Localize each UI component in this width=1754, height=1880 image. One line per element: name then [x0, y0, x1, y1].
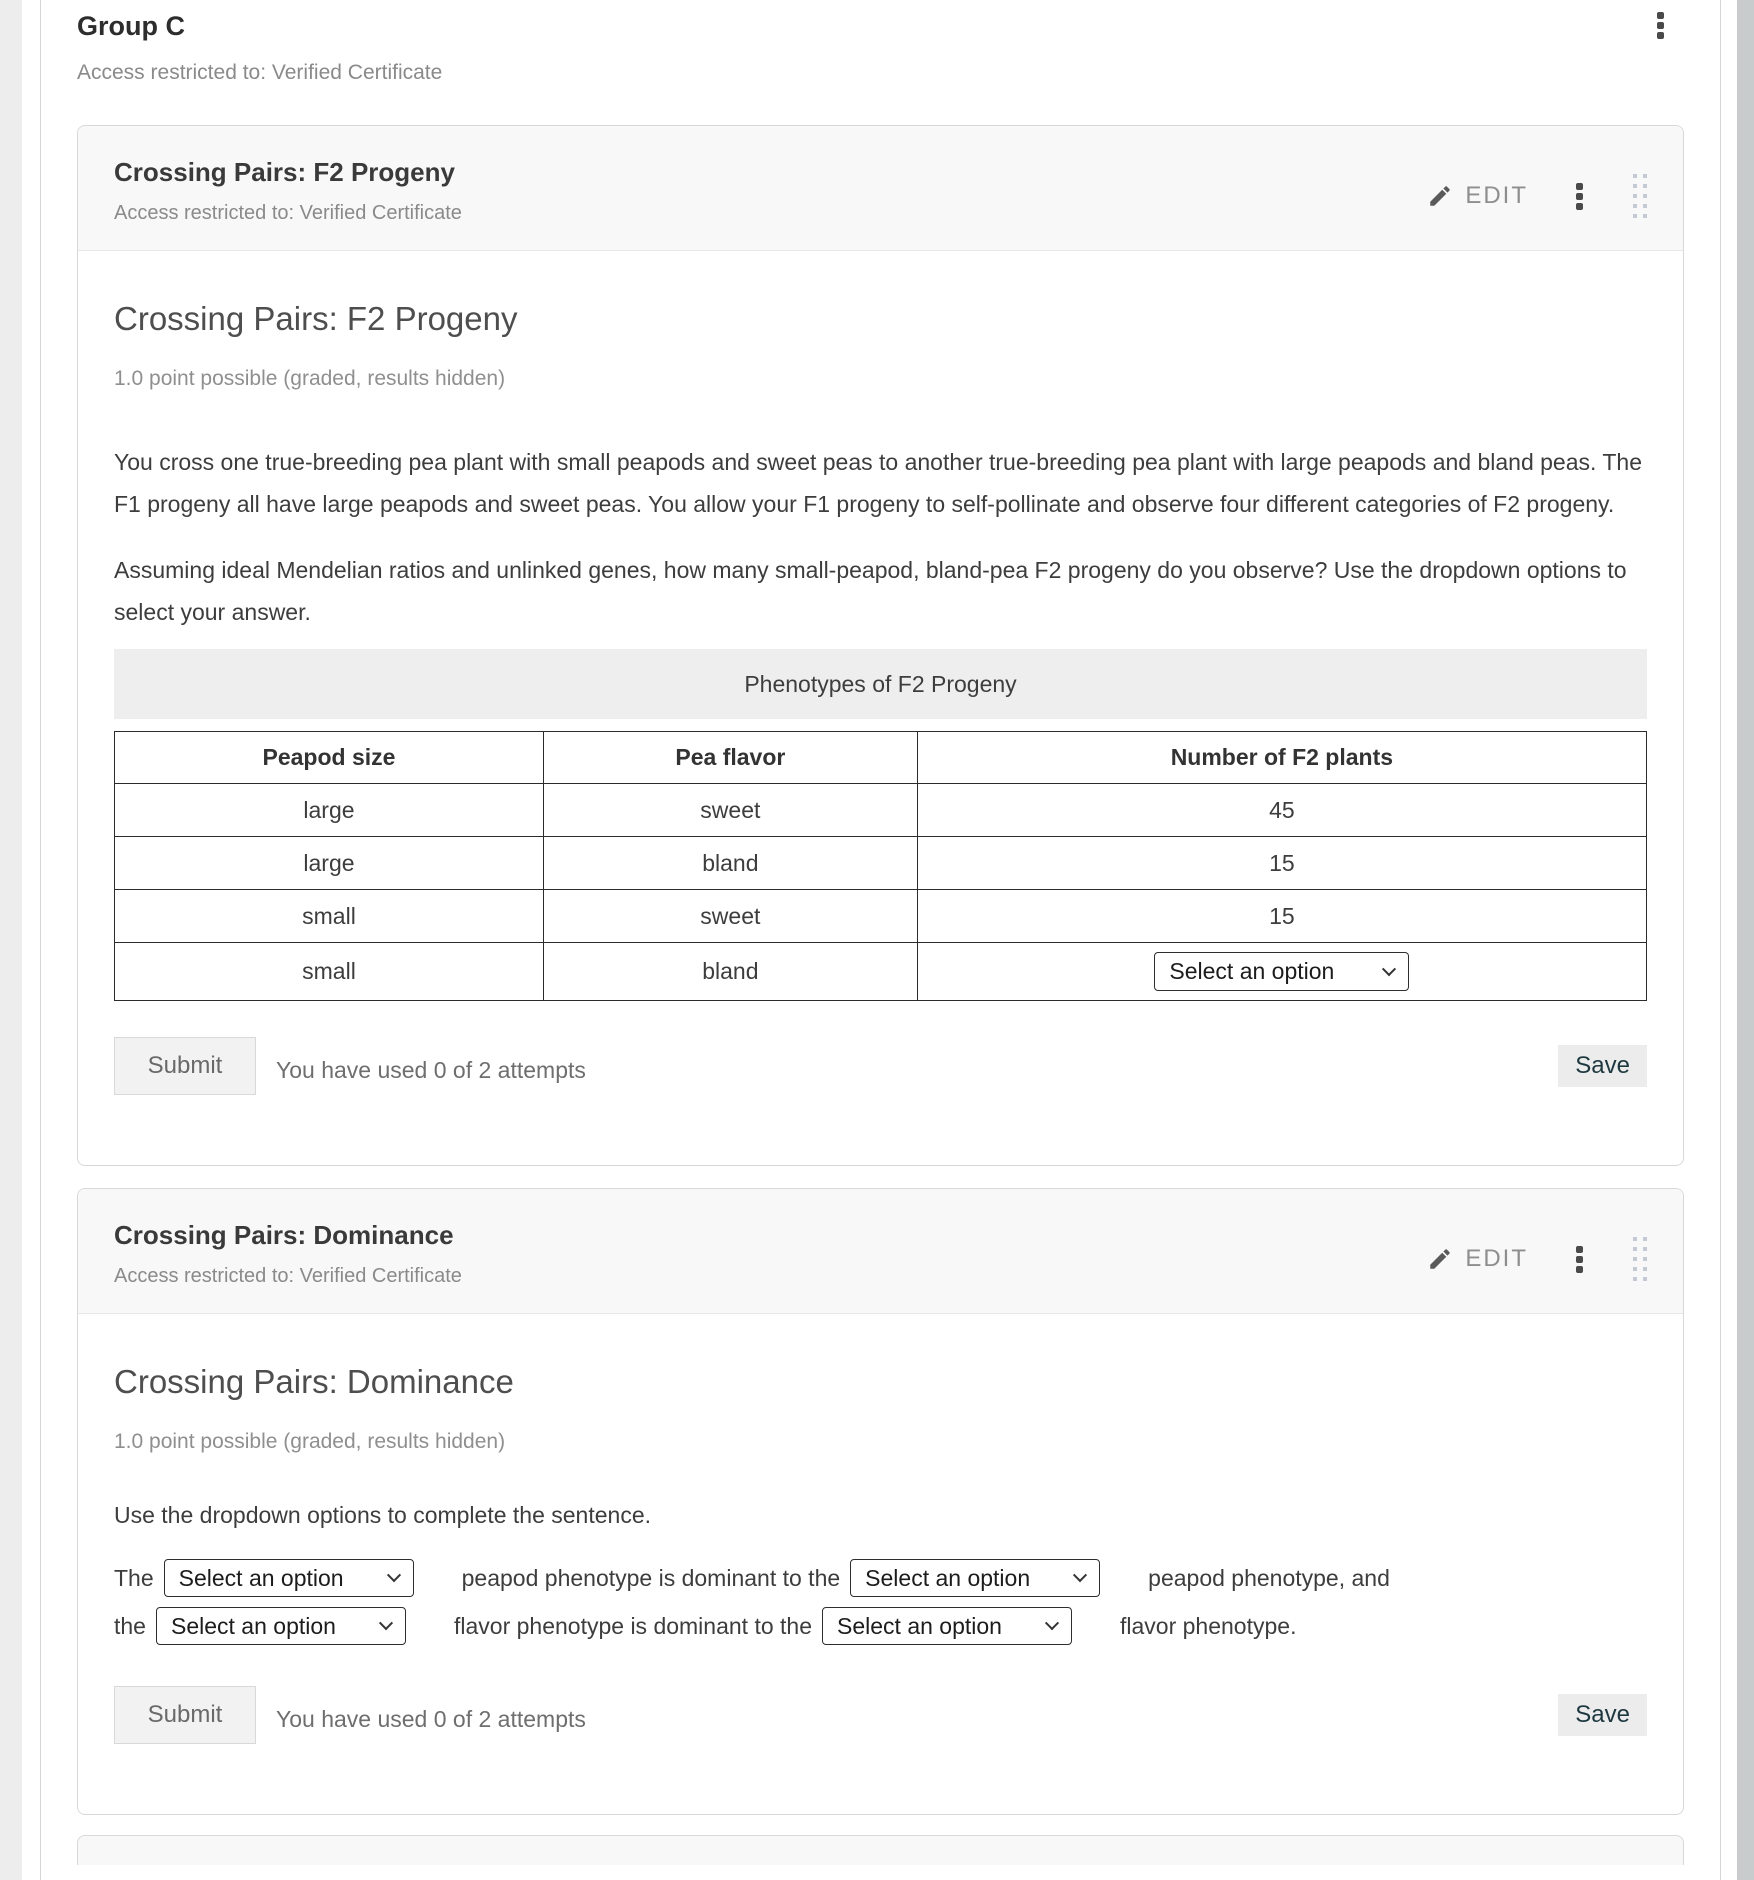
- save-button[interactable]: Save: [1558, 1045, 1647, 1087]
- edit-button[interactable]: [1427, 1245, 1528, 1273]
- submit-button[interactable]: Submit: [114, 1686, 256, 1744]
- attempts-text: You have used 0 of 2 attempts: [276, 1056, 586, 1083]
- chevron-down-icon: [387, 1568, 401, 1582]
- attempts-text: You have used 0 of 2 attempts: [276, 1705, 586, 1732]
- drag-handle-icon[interactable]: [1633, 1237, 1647, 1281]
- answer-dropdown[interactable]: [1154, 952, 1409, 991]
- sentence-text: peapod phenotype, and: [1148, 1564, 1390, 1591]
- problem1-paragraph-1: You cross one true-breeding pea plant with small peapods and sweet peas to another true-breeding pea plant with large peapods and bland peas. The F1 progeny all have large peapods and sweet peas. You allow your F1 progeny to self-pollinate and observe four different categories of F2 progeny.: [114, 449, 1642, 517]
- problem1-paragraph-2: Assuming ideal Mendelian ratios and unlinked genes, how many small-peapod, bland-pea F2 progeny do you observe? Use the dropdown options to select your answer.: [114, 557, 1627, 625]
- col-header-peapod-size: Peapod size: [115, 732, 544, 784]
- sentence-text: peapod phenotype is dominant to the: [461, 1564, 841, 1591]
- problem1-body: [78, 251, 1683, 1165]
- left-gutter: [0, 0, 22, 1880]
- sentence-text: flavor phenotype is dominant to the: [453, 1612, 812, 1639]
- sentence-text: The: [114, 1564, 154, 1591]
- submit-button[interactable]: Submit: [114, 1037, 256, 1095]
- sentence-text: the: [114, 1612, 146, 1639]
- problem1-header-title: Crossing Pairs: F2 Progeny: [114, 157, 455, 187]
- cell-size: small: [115, 890, 544, 943]
- cell-flavor: sweet: [543, 890, 917, 943]
- cell-flavor: bland: [543, 837, 917, 890]
- phenotype-table: [114, 731, 1647, 1001]
- problem2-kebab-menu-icon[interactable]: [1576, 1246, 1583, 1273]
- sentence-text: flavor phenotype.: [1120, 1612, 1297, 1639]
- problem2-header-access-note: Access restricted to: Verified Certificate: [114, 1265, 462, 1287]
- cell-flavor: bland: [543, 943, 917, 1001]
- drag-handle-icon[interactable]: [1633, 174, 1647, 218]
- cell-count: 45: [917, 784, 1646, 837]
- cell-size: large: [115, 837, 544, 890]
- problem2-instruction: Use the dropdown options to complete the sentence.: [114, 1502, 652, 1528]
- dropdown-value: Select an option: [865, 1564, 1031, 1591]
- dropdown-sentence: [114, 1554, 1647, 1650]
- group-access-note: Access restricted to: Verified Certificate: [77, 61, 443, 84]
- dropdown-value: Select an option: [170, 1612, 336, 1639]
- cell-size: small: [115, 943, 544, 1001]
- table-caption: Phenotypes of F2 Progeny: [114, 649, 1647, 719]
- dominant-flavor-dropdown[interactable]: [156, 1607, 406, 1645]
- col-header-pea-flavor: Pea flavor: [543, 732, 917, 784]
- problem1-points: 1.0 point possible (graded, results hidden): [114, 367, 506, 390]
- table-header-row: [115, 732, 1647, 784]
- problem2-title: Crossing Pairs: Dominance: [114, 1363, 514, 1400]
- cell-count: 15: [917, 890, 1646, 943]
- group-header: [77, 8, 1684, 87]
- cell-size: large: [115, 784, 544, 837]
- problem1-header-access-note: Access restricted to: Verified Certificate: [114, 202, 462, 224]
- unit-container: [40, 0, 1721, 1880]
- answer-dropdown-value: Select an option: [1169, 958, 1335, 984]
- recessive-flavor-dropdown[interactable]: [822, 1607, 1072, 1645]
- problem1-title: Crossing Pairs: F2 Progeny: [114, 300, 518, 337]
- problem-card-f2-progeny: [77, 125, 1684, 1166]
- chevron-down-icon: [379, 1616, 393, 1630]
- problem2-body: [78, 1314, 1683, 1814]
- problem-card-dominance: [77, 1188, 1684, 1815]
- problem2-points: 1.0 point possible (graded, results hidden): [114, 1430, 506, 1453]
- chevron-down-icon: [1382, 962, 1396, 976]
- dropdown-value: Select an option: [178, 1564, 344, 1591]
- problem1-card-header: [78, 126, 1683, 251]
- pencil-icon: [1427, 1246, 1453, 1272]
- group-kebab-menu-icon[interactable]: [1657, 12, 1664, 39]
- cell-flavor: sweet: [543, 784, 917, 837]
- problem2-card-header: [78, 1189, 1683, 1314]
- edit-button[interactable]: [1427, 182, 1528, 210]
- edit-button-label: EDIT: [1465, 182, 1528, 209]
- problem1-kebab-menu-icon[interactable]: [1576, 183, 1583, 210]
- edit-button-label: EDIT: [1465, 1245, 1528, 1272]
- cell-count: 15: [917, 837, 1646, 890]
- col-header-number-f2: Number of F2 plants: [917, 732, 1646, 784]
- save-button[interactable]: Save: [1558, 1694, 1647, 1736]
- next-component-card-edge: [77, 1835, 1684, 1865]
- table-row: [115, 784, 1647, 837]
- recessive-peapod-dropdown[interactable]: [850, 1559, 1100, 1597]
- problem2-header-title: Crossing Pairs: Dominance: [114, 1220, 454, 1250]
- chevron-down-icon: [1045, 1616, 1059, 1630]
- chevron-down-icon: [1073, 1568, 1087, 1582]
- table-row: [115, 837, 1647, 890]
- vertical-scrollbar[interactable]: [1737, 0, 1754, 1880]
- table-row: [115, 890, 1647, 943]
- group-title: Group C: [77, 11, 185, 41]
- dominant-peapod-dropdown[interactable]: [164, 1559, 414, 1597]
- cell-answer: [917, 943, 1646, 1001]
- table-row: [115, 943, 1647, 1001]
- dropdown-value: Select an option: [837, 1612, 1002, 1639]
- pencil-icon: [1427, 183, 1453, 209]
